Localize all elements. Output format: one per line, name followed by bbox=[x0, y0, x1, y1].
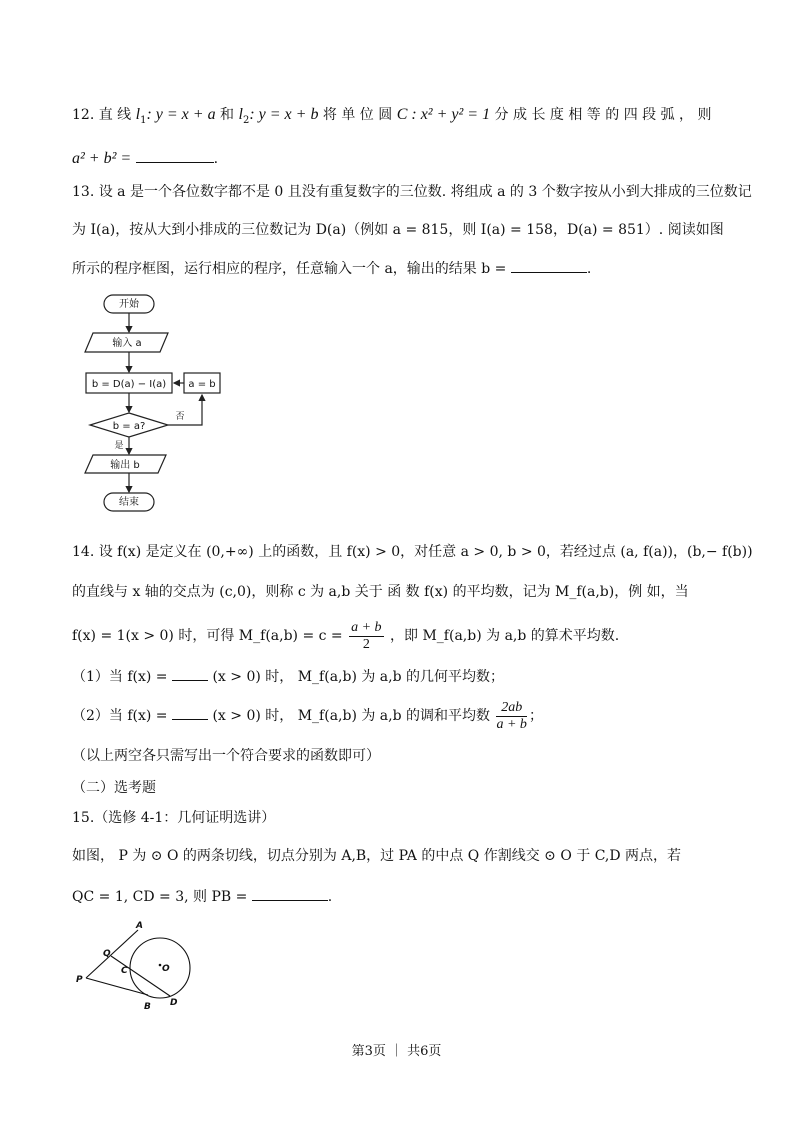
label-o: O bbox=[162, 964, 170, 974]
answer-blank[interactable] bbox=[511, 258, 587, 273]
l1-sub: 1 bbox=[140, 114, 147, 126]
q12-and: 和 bbox=[220, 107, 235, 123]
fraction-numerator: 2ab bbox=[496, 700, 526, 717]
q12-text2: 将 单 位 圆 bbox=[322, 107, 393, 123]
l2-equation: : y = x + b bbox=[249, 106, 319, 123]
flowchart bbox=[78, 288, 318, 528]
q14-note: （以上两空各只需写出一个符合要求的函数即可） bbox=[72, 748, 380, 764]
flow-yes-label: 是 bbox=[114, 441, 124, 451]
flow-end-label: 结束 bbox=[119, 497, 139, 508]
answer-blank[interactable] bbox=[252, 886, 328, 901]
flow-input-label: 输入 a bbox=[112, 338, 142, 349]
q14-sub2 bbox=[72, 696, 733, 736]
label-d: D bbox=[170, 998, 178, 1008]
answer-blank[interactable] bbox=[136, 148, 214, 163]
label-a: A bbox=[136, 921, 143, 931]
label-q: Q bbox=[103, 949, 111, 959]
flow-decision-label: b = a? bbox=[112, 421, 146, 432]
label-b: B bbox=[144, 1002, 151, 1012]
q15-line1: 15.（选修 4-1：几何证明选讲） bbox=[72, 810, 276, 826]
q15-line2: 如图， P 为 ⊙ O 的两条切线，切点分别为 A,B，过 PA 的中点 Q 作割线交 ⊙ O 于 C,D 两点，若 bbox=[72, 848, 682, 864]
q13-line2: 为 I(a)，按从大到小排成的三位数记为 D(a)（例如 a = 815，则 I(a) = 158，D(a) = 851）. 阅读如图 bbox=[72, 222, 724, 238]
q13-line1: 13. 设 a 是一个各位数字都不是 0 且没有重复数字的三位数. 将组成 a 的 3 个数字按从小到大排成的三位数记 bbox=[72, 184, 752, 200]
flow-no-label: 否 bbox=[175, 412, 185, 422]
l2-sub: 2 bbox=[242, 114, 250, 126]
label-p: P bbox=[76, 975, 83, 985]
flow-process-label: b = D(a) − I(a) bbox=[91, 379, 167, 390]
page-footer: 第3页 ｜ 共6页 bbox=[351, 1044, 442, 1059]
l1-equation: : y = x + a bbox=[146, 106, 216, 123]
tangent-pb bbox=[86, 978, 148, 995]
q12-text: 直 线 bbox=[98, 107, 132, 123]
q12-expression: a² + b² = bbox=[72, 150, 132, 167]
q12-line1 bbox=[72, 105, 733, 131]
q15-period: . bbox=[327, 889, 333, 905]
answer-blank[interactable] bbox=[172, 705, 208, 720]
q13-line3 bbox=[72, 258, 733, 279]
q14-line3 bbox=[72, 616, 733, 656]
fraction-harmonic bbox=[496, 700, 526, 733]
q14-line1: 14. 设 f(x) 是定义在 (0,+∞) 上的函数，且 f(x) > 0，对任意 a > 0, b > 0，若经过点 (a, f(a))，(b,− f(b)) bbox=[72, 544, 753, 560]
geometry-figure bbox=[66, 918, 206, 1018]
fraction-denominator: 2 bbox=[362, 636, 370, 652]
q15-line3-text: QC = 1, CD = 3, 则 PB = bbox=[72, 889, 248, 905]
q14-line3-b: ，即 M_f(a,b) 为 a,b 的算术平均数. bbox=[390, 628, 620, 644]
q12-line2 bbox=[72, 148, 733, 169]
q14-line3-a: f(x) = 1(x > 0) 时，可得 M_f(a,b) = c = bbox=[72, 628, 343, 644]
fraction-denominator: a + b bbox=[496, 716, 527, 732]
q14-sub1-a: （1）当 f(x) = bbox=[72, 669, 168, 685]
q15-line3 bbox=[72, 886, 733, 907]
flow-start-label: 开始 bbox=[119, 299, 139, 310]
fraction-arith bbox=[349, 620, 383, 653]
q12-number: 12. bbox=[72, 107, 95, 123]
q14-sub2-end: ； bbox=[528, 708, 543, 724]
q14-sub2-b: (x > 0) 时， M_f(a,b) 为 a,b 的调和平均数 bbox=[212, 708, 491, 724]
fraction-numerator: a + b bbox=[351, 619, 382, 635]
section-title: （二）选考题 bbox=[72, 780, 156, 796]
flow-assign-label: a = b bbox=[188, 379, 216, 390]
l2-name: l bbox=[238, 106, 243, 123]
flow-output-label: 输出 b bbox=[110, 460, 140, 471]
q14-sub1 bbox=[72, 666, 733, 687]
center-point bbox=[159, 964, 162, 967]
q14-sub2-a: （2）当 f(x) = bbox=[72, 708, 168, 724]
l1-name: l bbox=[135, 106, 141, 123]
q12-period: . bbox=[213, 151, 219, 167]
q13-period: . bbox=[586, 261, 592, 277]
label-c: C bbox=[121, 966, 128, 976]
secant-qd bbox=[111, 956, 170, 996]
q14-line2: 的直线与 x 轴的交点为 (c,0)，则称 c 为 a,b 关于 函 数 f(x) 的平均数，记为 M_f(a,b)，例 如，当 bbox=[72, 584, 689, 600]
q14-sub1-b: (x > 0) 时， M_f(a,b) 为 a,b 的几何平均数； bbox=[212, 669, 505, 685]
answer-blank[interactable] bbox=[172, 666, 208, 681]
circle-equation: C : x² + y² = 1 bbox=[396, 106, 491, 123]
q13-line3-text: 所示的程序框图，运行相应的程序，任意输入一个 a，输出的结果 b = bbox=[72, 261, 507, 277]
q12-text3: 分 成 长 度 相 等 的 四 段 弧 ， 则 bbox=[494, 107, 712, 123]
